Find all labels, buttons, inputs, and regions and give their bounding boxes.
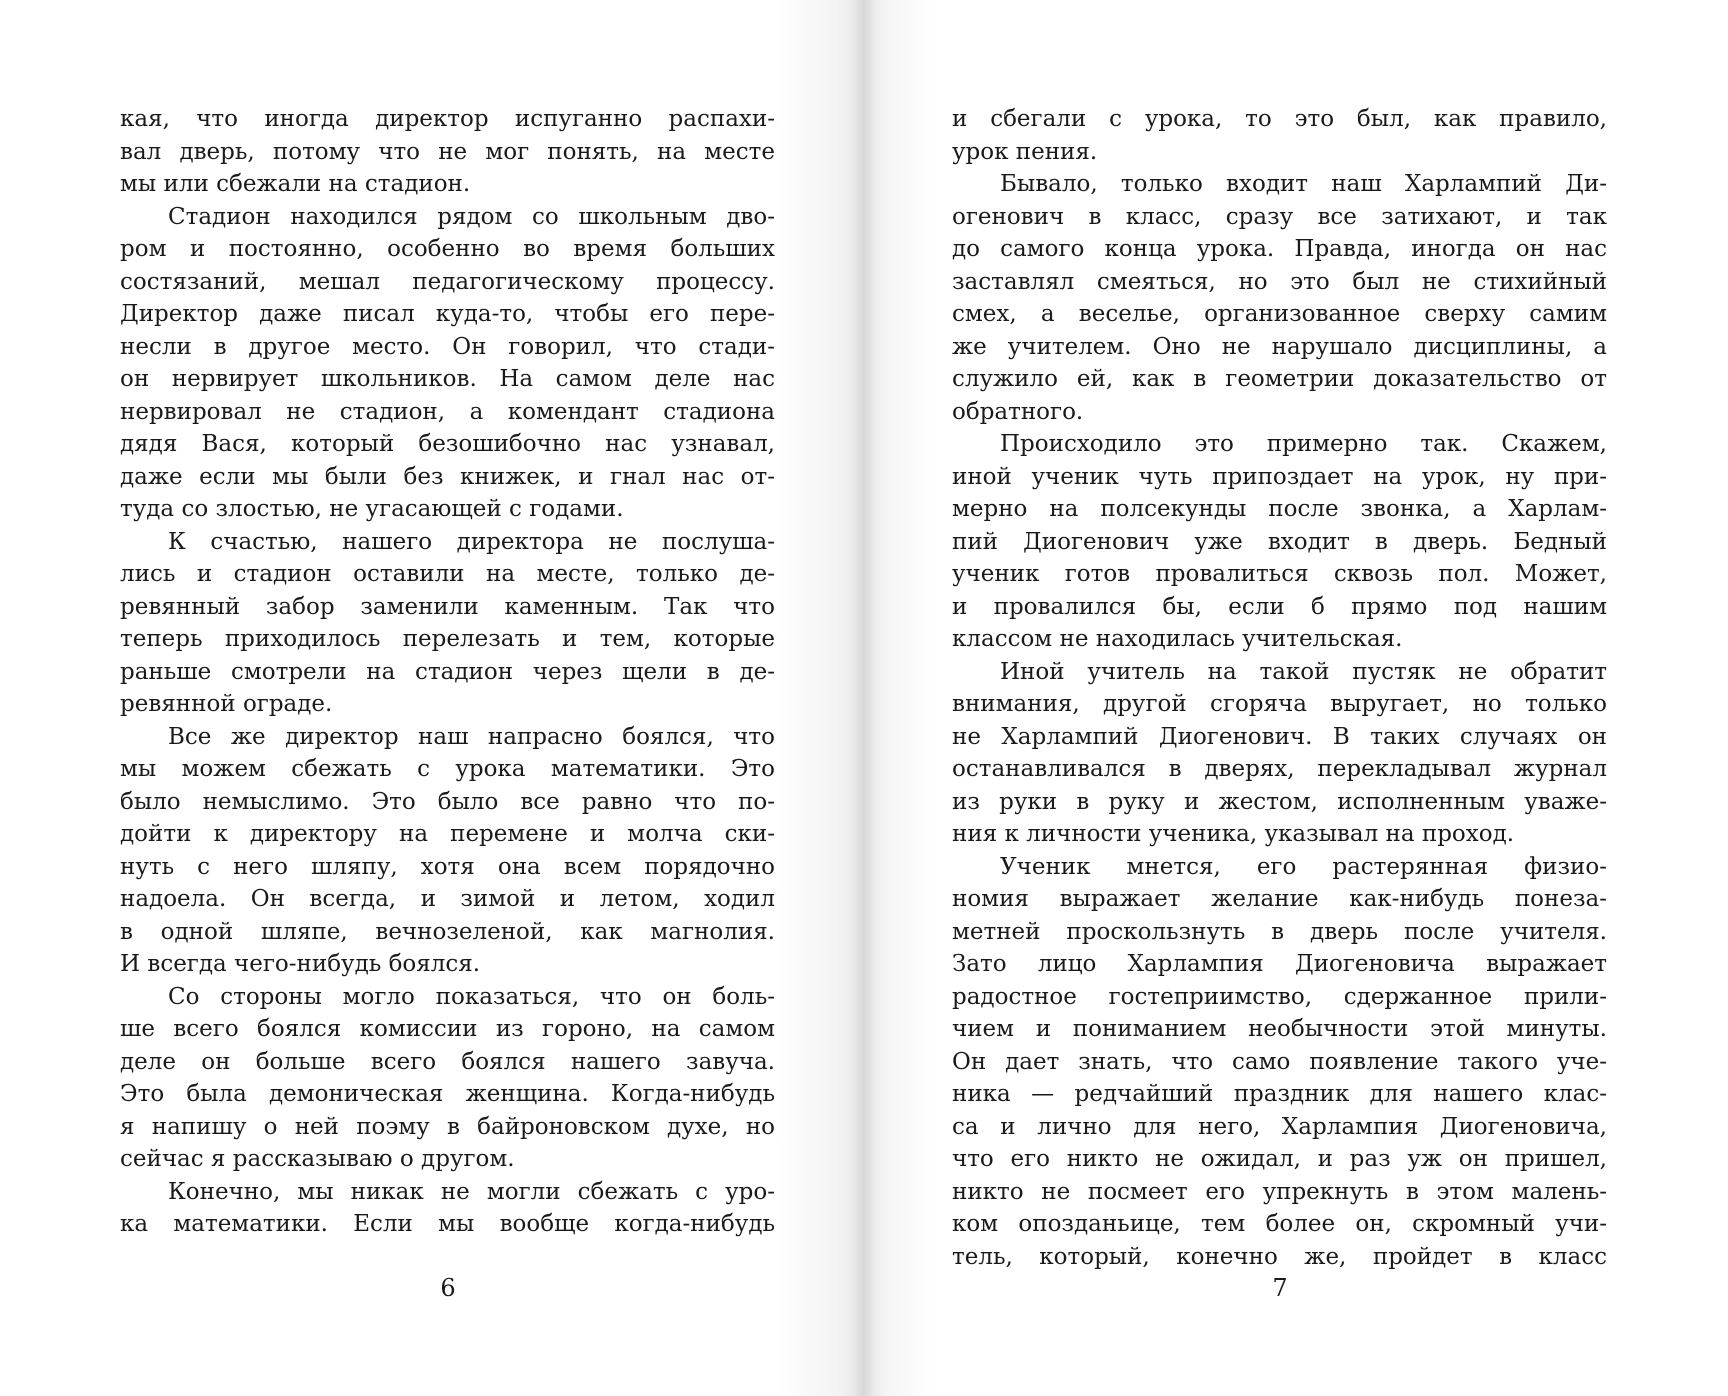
text-line: Все же директор наш напрасно боялся, что [168,723,775,750]
text-line: служило ей, как в геометрии доказательство от [952,366,1607,392]
text-line: Конечно, мы никак не могли сбежать с уро- [168,1178,775,1205]
text-line: раньше смотрели на стадион через щели в де- [120,658,775,685]
text-line: номия выражает желание как-нибудь понеза- [952,886,1607,912]
page-number: 7 [1272,1274,1288,1302]
text-line: дойти к директору на перемене и молча ски- [120,821,775,847]
text-line: в одной шляпе, вечнозеленой, как магнолия. [120,918,775,945]
right-page [864,0,1728,1396]
text-line: даже если мы были без книжек, и гнал нас от- [120,463,775,490]
text-line: иной ученик чуть припоздает на урок, ну при- [952,463,1607,490]
text-line: классом не находилась учительская. [952,626,1403,652]
text-line: надоела. Он всегда, и зимой и летом, ходил [120,886,775,912]
text-line: Стадион находился рядом со школьным дво- [168,203,775,230]
text-line: чием и пониманием необычности этой минуты. [952,1016,1607,1042]
text-line: туда со злостью, не угасающей с годами. [120,496,624,522]
text-line: ше всего боялся комиссии из гороно, на самом [120,1016,775,1042]
text-line: пий Диогенович уже входит в дверь. Бедный [952,528,1607,555]
text-line: вал дверь, потому что не мог понять, на месте [120,138,775,165]
text-line: И всегда чего-нибудь боялся. [120,951,481,977]
text-line: ученик готов провалиться сквозь пол. Может, [952,561,1607,587]
text-line: са и лично для него, Харлампия Диогеновича, [952,1113,1607,1140]
text-line: ка математики. Если мы вообще когда-нибудь [120,1211,775,1237]
text-line: до самого конца урока. Правда, иногда он нас [952,236,1607,262]
text-line: Директор даже писал куда-то, чтобы его пере- [120,301,775,327]
left-page-text [120,103,775,1241]
text-line: я напишу о ней поэму в байроновском духе, но [120,1113,775,1140]
text-line: Происходило это примерно так. Скажем, [1000,431,1607,457]
text-line: ника — редчайший праздник для нашего клас- [952,1081,1607,1107]
text-line: огенович в класс, сразу все затихают, и так [952,203,1607,230]
text-line: из руки в руку и жестом, исполненным уваже- [952,788,1607,815]
text-line: заставлял смеяться, но это был не стихийный [952,268,1607,295]
text-line: и провалился бы, если б прямо под нашим [952,593,1607,620]
text-line: сейчас я рассказываю о другом. [120,1146,515,1172]
text-line: радостное гостеприимство, сдержанное прили- [952,983,1607,1010]
text-line: Это была демоническая женщина. Когда-нибудь [120,1081,775,1107]
text-line: и сбегали с урока, то это был, как правило, [952,106,1607,132]
right-page-text [952,103,1607,1273]
text-line: метней проскользнуть в дверь после учителя. [952,918,1607,945]
text-line: ревянный забор заменили каменным. Так что [120,593,775,620]
text-line: Он дает знать, что само появление такого уче- [952,1048,1607,1075]
text-line: внимания, другой сгоряча выругает, но только [952,691,1607,717]
text-line: ром и постоянно, особенно во время больших [120,236,775,262]
text-line: мы или сбежали на стадион. [120,171,471,197]
text-line: что его никто не ожидал, и раз уж он пришел, [952,1146,1607,1172]
text-line: деле он больше всего боялся нашего завуча. [120,1048,775,1075]
text-line: смех, а веселье, организованное сверху самим [952,301,1607,327]
text-line: останавливался в дверях, перекладывал журнал [952,756,1607,782]
text-line: ком опозданьице, тем более он, скромный учи- [952,1211,1607,1237]
text-line: Ученик мнется, его растерянная физио- [1000,853,1607,880]
text-line: тель, который, конечно же, пройдет в класс [952,1243,1607,1270]
text-line: Иной учитель на такой пустяк не обратит [1000,658,1607,685]
text-line: несли в другое место. Он говорил, что стади- [120,333,775,360]
text-line: нервировал не стадион, а комендант стадиона [120,398,775,425]
text-line: урок пения. [952,138,1098,165]
text-line: Бывало, только входит наш Харлампий Ди- [1000,171,1607,197]
text-line: состязаний, мешал педагогическому процессу. [120,268,775,295]
text-line: мерно на полсекунды после звонка, а Харлам- [952,496,1607,522]
text-line: было немыслимо. Это было все равно что по- [120,788,775,815]
text-line: он нервирует школьников. На самом деле нас [120,366,775,392]
text-line: дядя Вася, который безошибочно нас узнавал, [120,431,775,457]
text-line: не Харлампий Диогенович. В таких случаях он [952,723,1607,750]
text-line: ревянной ограде. [120,691,333,717]
text-line: К счастью, нашего директора не послуша- [168,528,775,555]
text-line: нуть с него шляпу, хотя она всем порядочно [120,853,775,880]
text-line: Зато лицо Харлампия Диогеновича выражает [952,951,1607,977]
text-line: лись и стадион оставили на месте, только де- [120,561,775,587]
text-line: никто не посмеет его упрекнуть в этом малень- [952,1178,1607,1205]
page-number: 6 [440,1274,456,1302]
text-line: теперь приходилось перелезать и тем, которые [120,626,775,652]
text-line: мы можем сбежать с урока математики. Это [120,756,775,782]
text-line: Со стороны могло показаться, что он боль- [168,983,775,1010]
text-line: кая, что иногда директор испуганно распахи- [120,106,775,132]
text-line: обратного. [952,398,1084,425]
text-line: же учителем. Оно не нарушало дисциплины, а [952,333,1607,360]
text-line: ния к личности ученика, указывал на проход. [952,821,1515,847]
